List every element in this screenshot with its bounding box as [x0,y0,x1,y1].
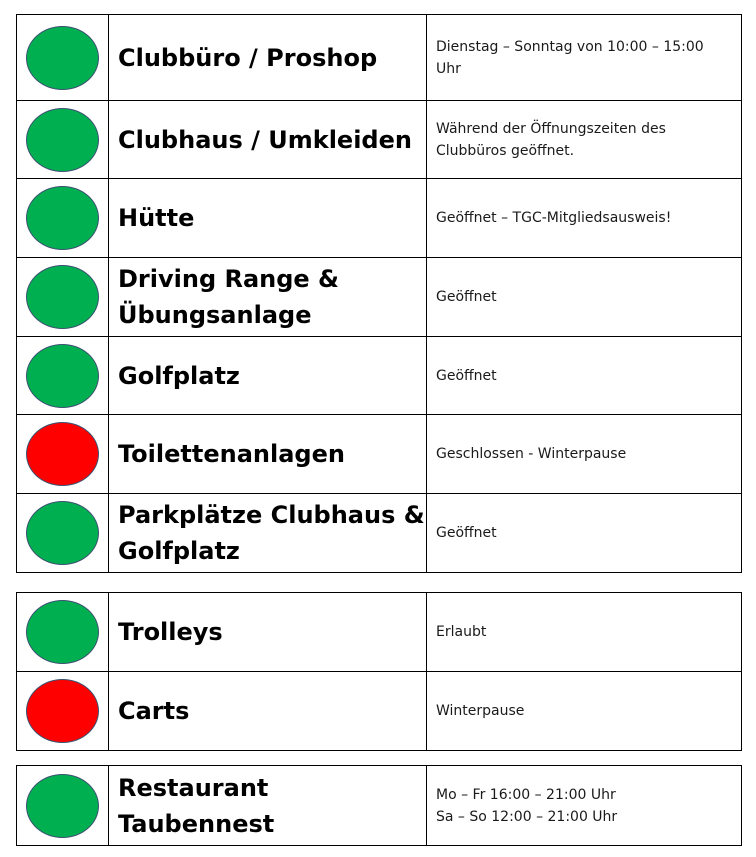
status-text-line: Winterpause [436,703,525,719]
facility-status-text [427,494,742,573]
facility-status-text [427,179,742,258]
status-light-cell [17,337,109,415]
facility-name [109,337,427,415]
facility-name-line: Clubbüro / Proshop [118,43,378,72]
table-row [17,672,742,751]
facility-status-text [427,337,742,415]
table-row [17,101,742,179]
facility-name-line: Hütte [118,204,195,232]
table-row [17,337,742,415]
status-light-cell [17,258,109,337]
facility-name-line: Toilettenanlagen [118,440,345,468]
table-row [17,179,742,258]
status-light-icon [26,344,99,408]
status-light-cell [17,179,109,258]
facility-name-line: Carts [118,697,190,725]
status-text-line: Geschlossen - Winterpause [436,446,627,462]
status-text-line: Geöffnet [436,367,497,384]
facility-name [109,415,427,494]
status-light-icon [26,422,99,486]
table-row [17,415,742,494]
status-table-vehicles [16,592,742,751]
facility-name-line: Trolleys [118,618,223,646]
status-text-line: Geöffnet – TGC-Mitgliedsausweis! [436,210,672,226]
facility-name [109,672,427,751]
status-text-line: Dienstag – Sonntag von 10:00 – 15:00 [436,38,704,55]
facility-name-line: Übungsanlage [118,301,312,329]
status-light-icon [26,108,99,172]
table-row [17,593,742,672]
facility-name [109,258,427,337]
status-text-line: Sa – So 12:00 – 21:00 Uhr [436,808,618,825]
facility-status-text [427,415,742,494]
status-text-line: Mo – Fr 16:00 – 21:00 Uhr [436,786,616,803]
status-light-cell [17,101,109,179]
status-light-cell [17,766,109,846]
status-light-cell [17,593,109,672]
facility-name-line: Clubhaus / Umkleiden [118,125,412,154]
status-light-icon [26,774,99,838]
facility-name-line: Golfplatz [118,537,240,565]
facility-status-text [427,258,742,337]
status-light-cell [17,672,109,751]
status-light-icon [26,265,99,329]
facility-status-text [427,766,742,846]
status-light-icon [26,600,99,664]
status-text-line: Erlaubt [436,624,487,640]
status-light-icon [26,501,99,565]
facility-name [109,593,427,672]
status-light-icon [26,186,99,250]
table-row [17,494,742,573]
facility-name [109,15,427,101]
status-table-restaurant [16,765,742,846]
facility-name-line: Parkplätze Clubhaus & [118,501,425,529]
status-text-line: Geöffnet [436,289,497,305]
facility-name [109,179,427,258]
status-light-icon [26,26,99,90]
facility-name-line: Driving Range & [118,265,339,293]
table-row [17,258,742,337]
status-light-cell [17,415,109,494]
facility-name-line: Restaurant [118,773,269,802]
facility-status-text [427,593,742,672]
status-text-line: Während der Öffnungszeiten des [436,120,666,137]
status-table-facilities [16,14,742,573]
status-light-cell [17,494,109,573]
status-text-line: Clubbüros geöffnet. [436,142,575,159]
status-light-icon [26,679,99,743]
table-row [17,15,742,101]
facility-name [109,101,427,179]
status-light-cell [17,15,109,101]
table-row [17,766,742,846]
facility-name-line: Golfplatz [118,361,240,390]
status-text-line: Geöffnet [436,525,497,541]
facility-name-line: Taubennest [118,809,275,838]
facility-name [109,766,427,846]
facility-status-text [427,672,742,751]
status-text-line: Uhr [436,60,461,77]
facility-name [109,494,427,573]
facility-status-text [427,15,742,101]
facility-status-text [427,101,742,179]
